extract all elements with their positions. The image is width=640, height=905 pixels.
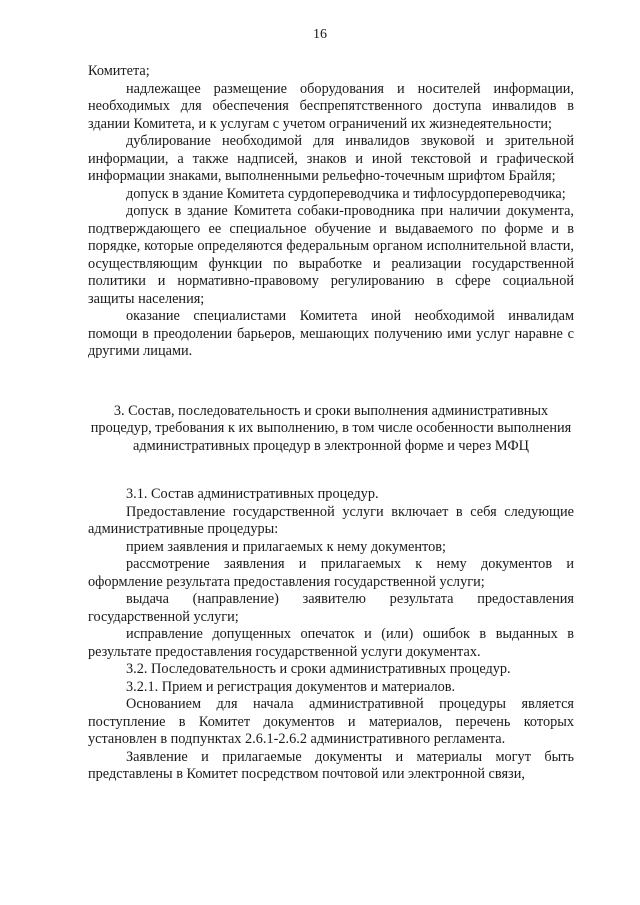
section-heading: 3. Состав, последовательность и сроки выполнения административных процедур, требования к их выполнению, в том числе особенности выполнения административных процедур в электронной форме и через МФЦ — [90, 402, 572, 454]
paragraph: прием заявления и прилагаемых к нему документов; — [126, 538, 446, 555]
paragraph: оказание специалистами Комитета иной необходимой инвалидам помощи в преодолении барьеров, мешающих получению ими услуг наравне с другими лицами. — [88, 308, 574, 359]
paragraph: исправление допущенных опечаток и (или) ошибок в выданных в результате предоставления государственной услуги документах. — [88, 626, 574, 660]
section-spacer — [88, 361, 574, 403]
paragraph: дублирование необходимой для инвалидов звуковой и зрительной информации, а также надписей, знаков и иной текстовой и графической информации знаками, выполненными рельефно-точечным шрифтом Брайля; — [88, 133, 574, 184]
page-number: 16 — [313, 27, 327, 42]
paragraph: 3.1. Состав административных процедур. — [126, 486, 379, 502]
paragraph: рассмотрение заявления и прилагаемых к нему документов и оформление результата предоставления государственной услуги; — [88, 556, 574, 590]
paragraph: 3.2.1. Прием и регистрация документов и материалов. — [126, 678, 456, 695]
paragraph: 3.2. Последовательность и сроки административных процедур. — [126, 661, 511, 677]
paragraph: допуск в здание Комитета собаки-проводника при наличии документа, подтверждающего ее специальное обучение и выдаваемого по форме и в порядке, которые определяются федеральным органом исполнительной власти, осуществляющим функции по выработке и реализации государственной политики и нормативно-правовому регулированию в сфере социальной защиты населения; — [88, 203, 574, 307]
paragraph: Основанием для начала административной процедуры является поступление в Комитет документов и материалов, перечень которых установлен в подпунктах 2.6.1-2.6.2 административного регламента. — [88, 696, 574, 747]
paragraph: выдача (направление) заявителю результата предоставления государственной услуги; — [88, 591, 574, 625]
page-body — [88, 63, 574, 784]
paragraph: допуск в здание Комитета сурдопереводчика и тифлосурдопереводчика; — [126, 185, 566, 202]
paragraph: Заявление и прилагаемые документы и материалы могут быть представлены в Комитет посредством почтовой или электронной связи, — [88, 748, 574, 782]
paragraph: надлежащее размещение оборудования и носителей информации, необходимых для обеспечения беспрепятственного доступа инвалидов в здании Комитета, и к услугам с учетом ограничений их жизнедеятельности; — [88, 80, 574, 132]
section-spacer — [88, 455, 574, 486]
paragraph: Предоставление государственной услуги включает в себя следующие административные процедуры: — [88, 503, 574, 537]
paragraph: Комитета; — [88, 63, 150, 79]
